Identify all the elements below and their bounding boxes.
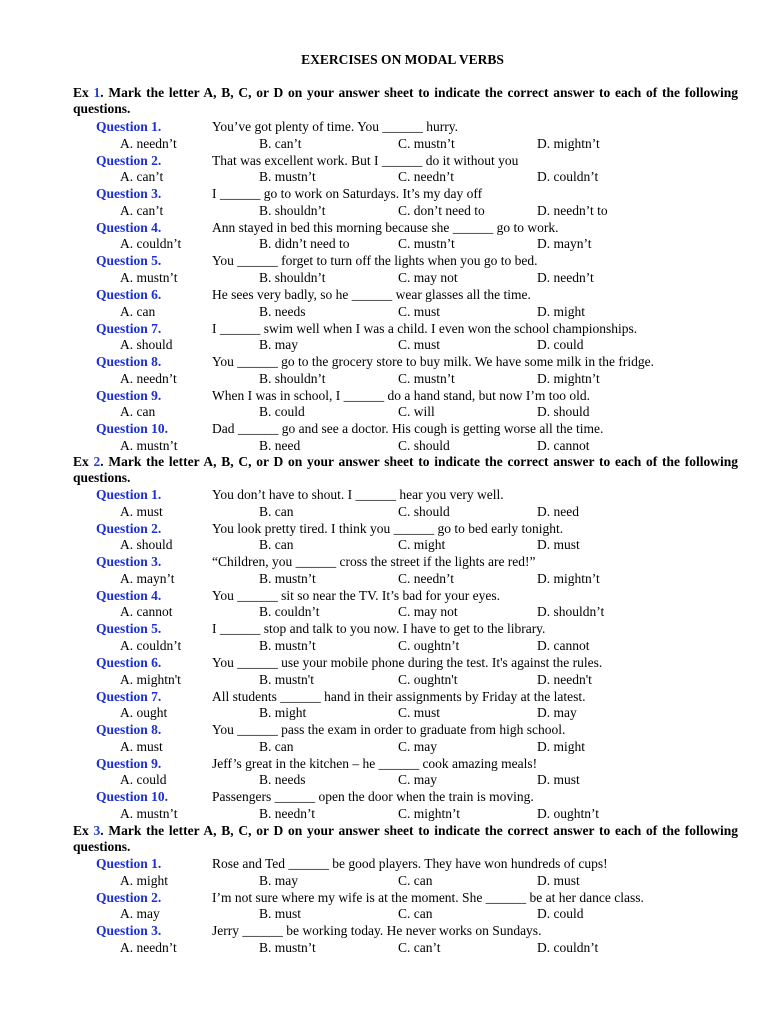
option-a: A. can’t: [120, 202, 164, 218]
option-c: C. may: [398, 738, 437, 754]
question-label: Question 1.: [96, 487, 162, 502]
option-a: A. must: [120, 503, 163, 519]
question-text: I ______ swim well when I was a child. I even won the school championships.: [212, 320, 638, 336]
option-b: B. could: [259, 404, 305, 420]
option-c: C. must: [398, 705, 441, 721]
option-b: B. must: [259, 906, 302, 922]
question-item: [0, 722, 768, 756]
exercise-1-heading: [73, 85, 738, 117]
option-a: A. can: [120, 404, 156, 420]
question-label: Question 7.: [96, 688, 162, 704]
option-d: D. should: [537, 404, 590, 420]
exercise-number: 3: [93, 823, 101, 838]
question-text: You ______ go to the grocery store to buy milk. We have some milk in the fridge.: [212, 354, 654, 370]
option-c: C. must: [398, 337, 441, 353]
question-text: Dad ______ go and see a doctor. His cough is getting worse all the time.: [212, 421, 604, 437]
question-label: Question 1.: [96, 856, 162, 871]
question-label: Question 8.: [96, 354, 162, 370]
question-text: You ______ sit so near the TV. It’s bad for your eyes.: [212, 587, 500, 603]
option-a: A. couldn’t: [120, 637, 182, 653]
question-item: [0, 421, 768, 455]
option-b: B. mustn't: [259, 671, 314, 687]
question-text: That was excellent work. But I ______ do it without you: [212, 152, 519, 168]
option-a: A. should: [120, 537, 173, 553]
option-b: B. needs: [259, 772, 306, 788]
question-item: [0, 153, 768, 187]
option-d: D. could: [537, 906, 584, 922]
option-c: C. needn’t: [398, 169, 454, 185]
option-d: D. needn’t: [537, 269, 594, 285]
question-label: Question 9.: [96, 387, 162, 403]
option-d: D. mightn’t: [537, 370, 600, 386]
question-text: Rose and Ted ______ be good players. They have won hundreds of cups!: [212, 856, 608, 871]
question-label: Question 3.: [96, 186, 162, 202]
question-item: [0, 689, 768, 723]
option-c: C. don’t need to: [398, 202, 485, 218]
exercise-3-heading: [73, 823, 738, 855]
question-text: All students ______ hand in their assignments by Friday at the latest.: [212, 688, 586, 704]
question-text: He sees very badly, so he ______ wear glasses all the time.: [212, 287, 531, 302]
question-label: Question 7.: [96, 320, 162, 336]
option-c: C. may not: [398, 604, 458, 620]
option-a: A. can: [120, 303, 156, 319]
exercise-number: 1: [93, 85, 101, 100]
question-text: “Children, you ______ cross the street if the lights are red!”: [212, 554, 536, 570]
question-text: I ______ stop and talk to you now. I have to get to the library.: [212, 621, 546, 637]
option-b: B. needn’t: [259, 805, 315, 821]
question-item: [0, 321, 768, 355]
option-c: C. oughtn’t: [398, 637, 460, 653]
option-b: B. need: [259, 437, 301, 453]
option-c: C. mightn’t: [398, 805, 461, 821]
option-a: A. couldn’t: [120, 236, 182, 252]
option-c: C. can: [398, 872, 433, 888]
question-text: I ______ go to work on Saturdays. It’s my day off: [212, 186, 483, 202]
option-c: C. can: [398, 906, 433, 922]
option-a: A. mustn’t: [120, 269, 178, 285]
question-item: [0, 789, 768, 823]
option-a: A. must: [120, 738, 163, 754]
option-b: B. shouldn’t: [259, 370, 326, 386]
question-item: [0, 521, 768, 555]
option-a: A. mustn’t: [120, 437, 178, 453]
question-item: [0, 186, 768, 220]
option-d: D. needn’t to: [537, 202, 608, 218]
question-text: You’ve got plenty of time. You ______ hurry.: [212, 119, 459, 134]
question-item: [0, 388, 768, 422]
option-b: B. mustn’t: [259, 570, 316, 586]
option-d: D. couldn’t: [537, 169, 599, 185]
question-text: When I was in school, I ______ do a hand stand, but now I’m too old.: [212, 387, 590, 403]
option-a: A. might: [120, 872, 169, 888]
option-c: C. must: [398, 303, 441, 319]
option-a: A. needn’t: [120, 370, 177, 386]
question-label: Question 5.: [96, 621, 162, 637]
option-a: A. should: [120, 337, 173, 353]
exercise-number: 2: [93, 454, 101, 469]
option-b: B. might: [259, 705, 307, 721]
option-b: B. couldn’t: [259, 604, 320, 620]
question-label: Question 6.: [96, 655, 162, 670]
question-text: Jeff’s great in the kitchen – he ______ cook amazing meals!: [212, 755, 538, 771]
exercise-prefix: Ex: [73, 454, 94, 469]
option-b: B. may: [259, 872, 298, 888]
option-c: C. needn’t: [398, 570, 454, 586]
question-text: I’m not sure where my wife is at the moment. She ______ be at her dance class.: [212, 889, 644, 905]
question-label: Question 3.: [96, 554, 162, 570]
option-d: D. may: [537, 705, 577, 721]
option-d: D. couldn’t: [537, 939, 599, 955]
option-b: B. mustn’t: [259, 169, 316, 185]
option-b: B. may: [259, 337, 298, 353]
option-d: D. mayn’t: [537, 236, 592, 252]
question-text: Ann stayed in bed this morning because she ______ go to work.: [212, 219, 559, 235]
question-item: [0, 856, 768, 890]
option-c: C. might: [398, 537, 446, 553]
exercise-instruction: . Mark the letter A, B, C, or D on your answer sheet to indicate the correct answer to each of the following questions.: [73, 454, 738, 485]
exercise-instruction: . Mark the letter A, B, C, or D on your answer sheet to indicate the correct answer to each of the following questions.: [73, 85, 738, 116]
option-d: D. must: [537, 537, 580, 553]
question-label: Question 8.: [96, 722, 162, 738]
option-a: A. cannot: [120, 604, 173, 620]
option-d: D. might: [537, 738, 586, 754]
question-text: Passengers ______ open the door when the train is moving.: [212, 789, 534, 805]
option-a: A. ought: [120, 705, 168, 721]
question-label: Question 2.: [96, 152, 162, 168]
page-title: EXERCISES ON MODAL VERBS: [301, 52, 504, 67]
option-b: B. didn’t need to: [259, 236, 350, 252]
question-item: [0, 554, 768, 588]
question-text: You ______ forget to turn off the lights when you go to bed.: [212, 253, 538, 269]
option-d: D. could: [537, 337, 584, 353]
option-c: C. can’t: [398, 939, 441, 955]
question-label: Question 5.: [96, 253, 162, 269]
option-b: B. can: [259, 537, 294, 553]
question-item: [0, 923, 768, 957]
option-c: C. mustn’t: [398, 135, 455, 151]
option-b: B. can: [259, 738, 294, 754]
question-label: Question 10.: [96, 789, 169, 805]
question-item: [0, 119, 768, 153]
option-d: D. cannot: [537, 437, 590, 453]
question-label: Question 4.: [96, 219, 162, 235]
option-d: D. must: [537, 772, 580, 788]
option-b: B. shouldn’t: [259, 269, 326, 285]
option-c: C. mustn’t: [398, 236, 455, 252]
option-c: C. may: [398, 772, 437, 788]
option-b: B. can’t: [259, 135, 302, 151]
question-text: You don’t have to shout. I ______ hear you very well.: [212, 487, 504, 502]
option-b: B. needs: [259, 303, 306, 319]
question-label: Question 9.: [96, 755, 162, 771]
question-item: [0, 287, 768, 321]
question-text: Jerry ______ be working today. He never works on Sundays.: [212, 923, 542, 939]
exercise-2-heading: [73, 454, 738, 486]
option-d: D. oughtn’t: [537, 805, 600, 821]
question-text: You look pretty tired. I think you ______ go to bed early tonight.: [212, 520, 564, 536]
question-item: [0, 756, 768, 790]
option-c: C. may not: [398, 269, 458, 285]
option-d: D. cannot: [537, 637, 590, 653]
option-c: C. should: [398, 437, 450, 453]
exercise-prefix: Ex: [73, 85, 94, 100]
option-a: A. needn’t: [120, 939, 177, 955]
option-b: B. mustn’t: [259, 637, 316, 653]
question-label: Question 1.: [96, 119, 162, 134]
option-d: D. might: [537, 303, 586, 319]
option-b: B. shouldn’t: [259, 202, 326, 218]
question-text: You ______ pass the exam in order to graduate from high school.: [212, 722, 566, 738]
question-label: Question 2.: [96, 520, 162, 536]
option-a: A. mustn’t: [120, 805, 178, 821]
question-label: Question 2.: [96, 889, 162, 905]
option-c: C. should: [398, 503, 450, 519]
question-item: [0, 487, 768, 521]
option-d: D. shouldn’t: [537, 604, 605, 620]
option-a: A. mightn't: [120, 671, 181, 687]
option-c: C. mustn’t: [398, 370, 455, 386]
option-d: D. must: [537, 872, 580, 888]
question-text: You ______ use your mobile phone during the test. It's against the rules.: [212, 655, 603, 670]
question-label: Question 10.: [96, 421, 169, 437]
question-item: [0, 621, 768, 655]
question-label: Question 4.: [96, 587, 162, 603]
question-item: [0, 253, 768, 287]
question-item: [0, 655, 768, 689]
option-d: D. mightn’t: [537, 570, 600, 586]
option-d: D. need: [537, 503, 579, 519]
question-item: [0, 588, 768, 622]
option-a: A. needn’t: [120, 135, 177, 151]
option-c: C. oughtn't: [398, 671, 458, 687]
exercise-instruction: . Mark the letter A, B, C, or D on your answer sheet to indicate the correct answer to each of the following questions.: [73, 823, 738, 854]
option-a: A. may: [120, 906, 160, 922]
option-a: A. mayn’t: [120, 570, 175, 586]
option-a: A. could: [120, 772, 167, 788]
option-c: C. will: [398, 404, 435, 420]
question-item: [0, 890, 768, 924]
option-b: B. can: [259, 503, 294, 519]
question-label: Question 3.: [96, 923, 162, 939]
option-b: B. mustn’t: [259, 939, 316, 955]
option-d: D. needn't: [537, 671, 592, 687]
option-d: D. mightn’t: [537, 135, 600, 151]
question-item: [0, 354, 768, 388]
question-item: [0, 220, 768, 254]
exercise-prefix: Ex: [73, 823, 94, 838]
question-label: Question 6.: [96, 287, 162, 302]
option-a: A. can’t: [120, 169, 164, 185]
